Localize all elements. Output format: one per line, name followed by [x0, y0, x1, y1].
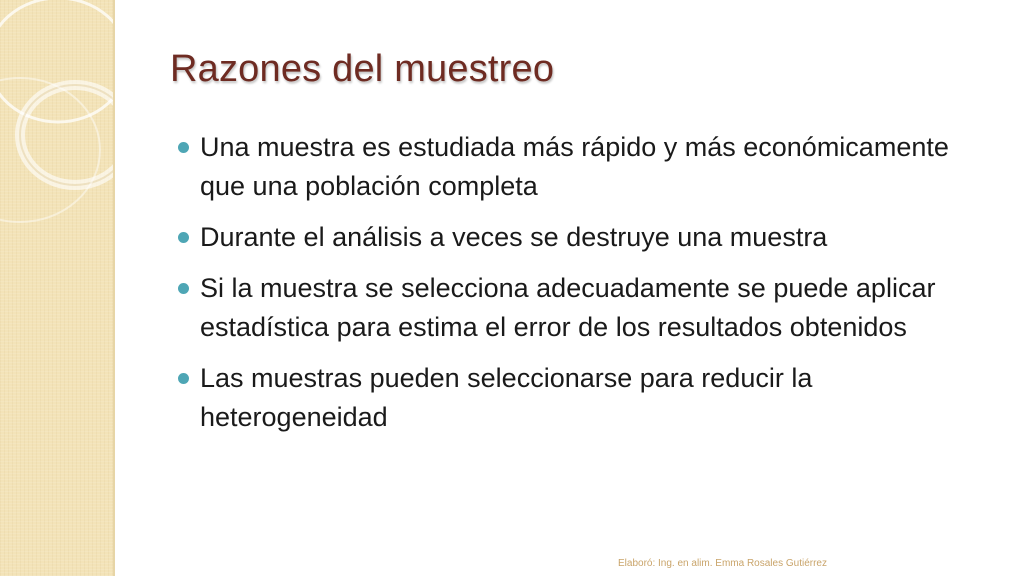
bullet-text: Una muestra es estudiada más rápido y más económicamente que una población completa: [200, 132, 949, 201]
bullet-icon: [178, 142, 189, 153]
bullet-item: [178, 128, 998, 206]
bullet-text: Si la muestra se selecciona adecuadamente se puede aplicar estadística para estima el error de los resultados obtenidos: [200, 273, 936, 342]
decorative-sidebar: [0, 0, 113, 576]
bullet-list: [178, 128, 998, 449]
bullet-icon: [178, 283, 189, 294]
sidebar-divider: [113, 0, 115, 576]
bullet-text: Las muestras pueden seleccionarse para reducir la heterogeneidad: [200, 363, 813, 432]
ring-swirls-icon: [0, 0, 113, 576]
bullet-item: [178, 359, 998, 437]
bullet-icon: [178, 232, 189, 243]
bullet-text: Durante el análisis a veces se destruye una muestra: [200, 222, 828, 252]
bullet-item: [178, 269, 998, 347]
bullet-item: [178, 218, 998, 257]
footer-credit: Elaboró: Ing. en alim. Emma Rosales Gutiérrez: [618, 558, 827, 569]
bullet-icon: [178, 373, 189, 384]
slide-title: Razones del muestreo: [170, 48, 555, 90]
